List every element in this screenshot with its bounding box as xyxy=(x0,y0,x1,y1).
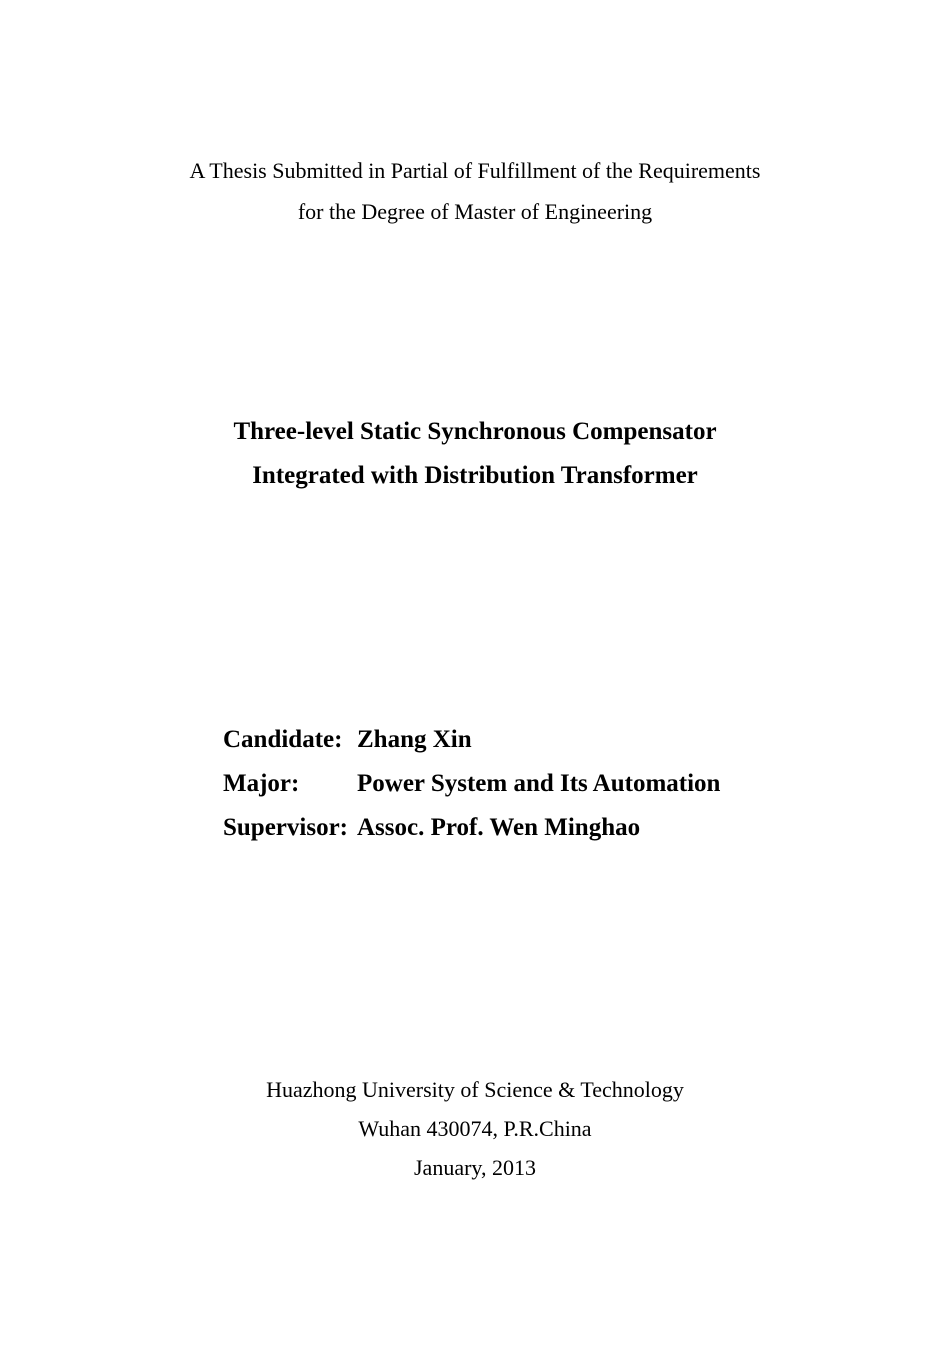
university-address: Wuhan 430074, P.R.China xyxy=(358,1116,592,1141)
university-name: Huazhong University of Science & Technology xyxy=(266,1077,684,1102)
major-label: Major: xyxy=(223,770,300,797)
thesis-title-line-1: Three-level Static Synchronous Compensator xyxy=(233,418,717,445)
supervisor-value: Assoc. Prof. Wen Minghao xyxy=(357,814,641,841)
major-value: Power System and Its Automation xyxy=(357,770,721,797)
candidate-label: Candidate: xyxy=(223,726,343,753)
degree-statement-line-1: A Thesis Submitted in Partial of Fulfillment of the Requirements xyxy=(189,158,761,183)
supervisor-label: Supervisor: xyxy=(223,814,348,841)
candidate-value: Zhang Xin xyxy=(357,726,472,753)
submission-date: January, 2013 xyxy=(414,1155,536,1180)
thesis-title-line-2: Integrated with Distribution Transformer xyxy=(252,462,698,489)
degree-statement-line-2: for the Degree of Master of Engineering xyxy=(297,199,653,224)
